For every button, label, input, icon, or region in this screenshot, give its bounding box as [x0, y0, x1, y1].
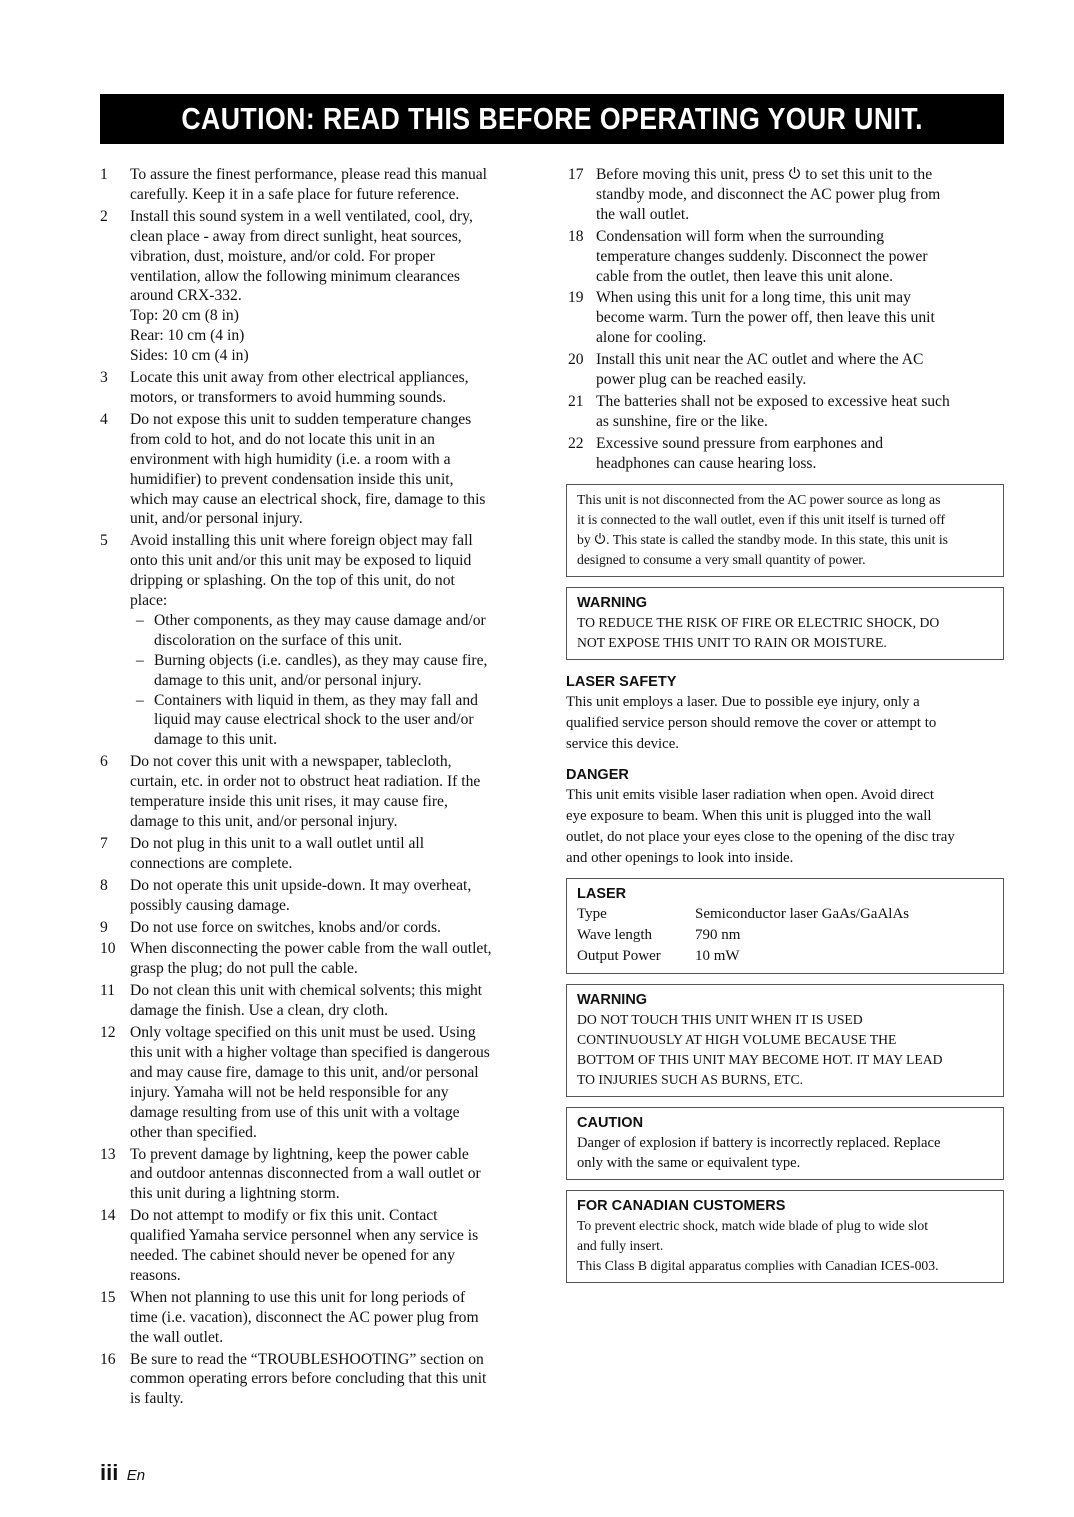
- item-text-line: this unit with a higher voltage than specified is dangerous: [130, 1043, 490, 1061]
- laser-spec-value: Semiconductor laser GaAs/GaAlAs: [695, 905, 910, 922]
- item-text-line: qualified Yamaha service personnel when any service is: [130, 1227, 479, 1245]
- warning-text-line: DO NOT TOUCH THIS UNIT WHEN IT IS USED: [577, 1011, 863, 1027]
- item-number: 6: [100, 753, 108, 771]
- item-text-line: from cold to hot, and do not locate this unit in an: [130, 430, 435, 448]
- item-number: 9: [100, 918, 108, 936]
- item-text-line: Avoid installing this unit where foreign object may fall: [130, 532, 473, 550]
- item-number: 2: [100, 207, 108, 225]
- caution-list-item: [566, 227, 1004, 287]
- item-text-line: headphones can cause hearing loss.: [596, 454, 817, 472]
- item-text-line: Do not operate this unit upside-down. It may overheat,: [130, 876, 472, 894]
- item-text-line: power plug can be reached easily.: [596, 371, 807, 389]
- danger-text-line: outlet, do not place your eyes close to the opening of the disc tray: [566, 828, 955, 845]
- caution-list-item: [100, 1145, 540, 1205]
- dash-bullet: –: [136, 651, 144, 669]
- laser-spec-value: 10 mW: [695, 947, 740, 964]
- item-text-line: the wall outlet.: [130, 1328, 224, 1346]
- caution-list-item: [100, 1023, 540, 1142]
- laser-safety-text-line: service this device.: [566, 735, 679, 752]
- standby-line: This unit is not disconnected from the AC power source as long as: [577, 491, 941, 507]
- warning-text-line: TO INJURIES SUCH AS BURNS, ETC.: [577, 1071, 804, 1087]
- item-text-line: needed. The cabinet should never be opened for any: [130, 1247, 455, 1265]
- sub-list-item: [130, 651, 540, 691]
- item-number: 22: [568, 434, 584, 452]
- laser-safety-text-line: qualified service person should remove the cover or attempt to: [566, 714, 937, 731]
- item-text-line: carefully. Keep it in a safe place for future reference.: [130, 185, 460, 203]
- item-text-line: time (i.e. vacation), disconnect the AC power plug from: [130, 1308, 479, 1326]
- item-text-line: Only voltage specified on this unit must be used. Using: [130, 1024, 476, 1042]
- laser-spec-box: [566, 878, 1004, 974]
- caution-list-item: [100, 1288, 540, 1348]
- sub-text-line: discoloration on the surface of this unit.: [154, 631, 403, 649]
- canadian-heading: FOR CANADIAN CUSTOMERS: [577, 1197, 786, 1214]
- sub-text-line: Other components, as they may cause damage and/or: [154, 611, 486, 629]
- page-footer: [100, 1460, 145, 1486]
- caution-list-item: [100, 1350, 540, 1410]
- item-text-line: When disconnecting the power cable from the wall outlet,: [130, 940, 492, 958]
- item-number: 10: [100, 940, 116, 958]
- item-text-line: Do not use force on switches, knobs and/or cords.: [130, 918, 441, 936]
- item-text-line: Condensation will form when the surrounding: [596, 227, 885, 245]
- laser-spec-value: 790 nm: [695, 926, 741, 943]
- caution-list-item: [566, 350, 1004, 390]
- item-text-line: Install this unit near the AC outlet and where the AC: [596, 351, 924, 369]
- caution-list-item: [566, 288, 1004, 348]
- standby-line: by . This state is called the standby mode. In this state, this unit is: [577, 531, 949, 547]
- item-text-line: Do not expose this unit to sudden temperature changes: [130, 410, 472, 428]
- item-text-line: temperature changes suddenly. Disconnect the power: [596, 247, 928, 265]
- item-text-line: which may cause an electrical shock, fire, damage to this: [130, 490, 486, 508]
- item-number: 18: [568, 227, 584, 245]
- caution-list-item: [100, 981, 540, 1021]
- item-text-line: Sides: 10 cm (4 in): [130, 347, 249, 365]
- item-text-line: ventilation, allow the following minimum clearances: [130, 267, 460, 285]
- item-text-line: dripping or splashing. On the top of this unit, do not: [130, 572, 455, 590]
- item-text-line: standby mode, and disconnect the AC power plug from: [596, 185, 941, 203]
- dash-bullet: –: [136, 611, 144, 629]
- warning-heading: WARNING: [577, 594, 648, 611]
- canadian-text-line: This Class B digital apparatus complies with Canadian ICES-003.: [577, 1257, 939, 1273]
- item-text-line: alone for cooling.: [596, 329, 707, 347]
- item-text-line: clean place - away from direct sunlight, heat sources,: [130, 227, 462, 245]
- item-text-line: other than specified.: [130, 1123, 257, 1141]
- item-text-line: common operating errors before concluding that this unit: [130, 1370, 487, 1388]
- power-icon: [788, 166, 801, 180]
- sub-text-line: liquid may cause electrical shock to the user and/or: [154, 711, 474, 729]
- laser-spec-label: Wave length: [577, 926, 653, 943]
- laser-spec-label: Output Power: [577, 947, 661, 964]
- item-text-line: connections are complete.: [130, 854, 293, 872]
- page-banner: [100, 94, 1004, 144]
- item-text-line: damage resulting from use of this unit with a voltage: [130, 1103, 460, 1121]
- item-number: 8: [100, 876, 108, 894]
- laser-spec-label: Type: [577, 905, 607, 922]
- item-text-line: Do not attempt to modify or fix this unit. Contact: [130, 1207, 438, 1225]
- item-number: 16: [100, 1350, 116, 1368]
- caution-text-line: Danger of explosion if battery is incorrectly replaced. Replace: [577, 1134, 941, 1151]
- warning-rain-box: [566, 587, 1004, 660]
- item-text-line: reasons.: [130, 1266, 181, 1284]
- warning-text-line: NOT EXPOSE THIS UNIT TO RAIN OR MOISTURE.: [577, 634, 887, 650]
- sub-list-item: [130, 611, 540, 651]
- danger-text-line: This unit emits visible laser radiation when open. Avoid direct: [566, 786, 934, 803]
- item-text-line: and outdoor antennas disconnected from a wall outlet or: [130, 1165, 481, 1183]
- caution-heading: CAUTION: [577, 1114, 644, 1131]
- standby-line: designed to consume a very small quantity of power.: [577, 551, 866, 567]
- item-text-line: To assure the finest performance, please read this manual: [130, 166, 487, 183]
- item-text-line: Locate this unit away from other electrical appliances,: [130, 369, 469, 387]
- item-text-line: motors, or transformers to avoid humming sounds.: [130, 388, 447, 406]
- caution-list-item: [100, 165, 540, 205]
- item-text-line: The batteries shall not be exposed to excessive heat such: [596, 392, 950, 410]
- item-text-line: vibration, dust, moisture, and/or cold. For proper: [130, 247, 435, 265]
- caution-list-item: [566, 434, 1004, 474]
- laser-heading: LASER: [577, 885, 627, 902]
- item-text-line: Be sure to read the “TROUBLESHOOTING” section on: [130, 1350, 484, 1368]
- item-text-line: damage to this unit, and/or personal injury.: [130, 813, 398, 830]
- item-number: 20: [568, 351, 584, 369]
- item-text-line: unit, and/or personal injury.: [130, 510, 303, 528]
- item-number: 13: [100, 1145, 116, 1163]
- item-number: 12: [100, 1024, 116, 1042]
- item-text-line: as sunshine, fire or the like.: [596, 412, 768, 430]
- item-number: 1: [100, 166, 108, 183]
- item-text-line: is faulty.: [130, 1390, 184, 1408]
- item-text-line: Install this sound system in a well ventilated, cool, dry,: [130, 207, 473, 225]
- caution-list-item: [100, 834, 540, 874]
- warning-text-line: TO REDUCE THE RISK OF FIRE OR ELECTRIC SHOCK, DO: [577, 614, 940, 630]
- danger-heading: DANGER: [566, 766, 629, 783]
- caution-list-item: [100, 410, 540, 529]
- sub-text-line: damage to this unit, and/or personal injury.: [154, 671, 422, 689]
- power-icon: [594, 532, 606, 545]
- item-number: 11: [100, 982, 116, 1000]
- item-text-line: place:: [130, 592, 168, 610]
- item-number: 5: [100, 532, 108, 550]
- item-text-line: injury. Yamaha will not be held responsible for any: [130, 1083, 449, 1101]
- sub-text-line: damage to this unit.: [154, 731, 277, 749]
- danger-text-line: eye exposure to beam. When this unit is plugged into the wall: [566, 807, 932, 824]
- warning-heat-box: [566, 984, 1004, 1097]
- caution-list-item: [100, 1206, 540, 1286]
- caution-list-item: [100, 918, 540, 938]
- item-text-line: Excessive sound pressure from earphones and: [596, 434, 884, 452]
- caution-list-item: [566, 165, 1004, 225]
- item-text-line: temperature inside this unit rises, it may cause fire,: [130, 793, 448, 811]
- banner-title: CAUTION: READ THIS BEFORE OPERATING YOUR UNIT.: [181, 101, 923, 136]
- item-text-line: When using this unit for a long time, this unit may: [596, 289, 911, 307]
- laser-safety-heading: LASER SAFETY: [566, 673, 677, 690]
- item-text-line: damage the finish. Use a clean, dry cloth.: [130, 1002, 389, 1020]
- warning-heading: WARNING: [577, 991, 648, 1008]
- item-text-line: humidifier) to prevent condensation inside this unit,: [130, 470, 454, 488]
- caution-battery-box: [566, 1107, 1004, 1180]
- item-text-line: onto this unit and/or this unit may be exposed to liquid: [130, 552, 472, 570]
- right-column: [566, 165, 1004, 1283]
- item-text-line: environment with high humidity (i.e. a room with a: [130, 450, 451, 468]
- caution-list-item: [100, 531, 540, 750]
- canadian-text-line: To prevent electric shock, match wide blade of plug to wide slot: [577, 1217, 929, 1233]
- item-text-line: possibly causing damage.: [130, 896, 290, 914]
- warning-text-line: CONTINUOUSLY AT HIGH VOLUME BECAUSE THE: [577, 1031, 897, 1047]
- caution-list-item: [100, 207, 540, 366]
- item-text-line: To prevent damage by lightning, keep the power cable: [130, 1145, 469, 1163]
- language-code: En: [126, 1467, 146, 1484]
- sub-text-line: Burning objects (i.e. candles), as they may cause fire,: [154, 651, 488, 669]
- canadian-text-line: and fully insert.: [577, 1237, 664, 1253]
- item-text-line: this unit during a lightning storm.: [130, 1185, 340, 1203]
- caution-list-item: [566, 392, 1004, 432]
- laser-safety-text-line: This unit employs a laser. Due to possible eye injury, only a: [566, 693, 920, 710]
- item-text-line: Top: 20 cm (8 in): [130, 307, 239, 325]
- item-text-line: Do not clean this unit with chemical solvents; this might: [130, 982, 483, 1000]
- canadian-customers-box: [566, 1190, 1004, 1283]
- item-text-line: curtain, etc. in order not to obstruct heat radiation. If the: [130, 773, 481, 791]
- sub-list-item: [130, 691, 540, 751]
- item-number: 4: [100, 410, 108, 428]
- dash-bullet: –: [136, 691, 144, 709]
- item-text-line: Do not cover this unit with a newspaper, tablecloth,: [130, 753, 452, 771]
- standby-notice-box: [566, 484, 1004, 577]
- caution-list-item: [100, 939, 540, 979]
- item-text-line: Do not plug in this unit to a wall outlet until all: [130, 834, 425, 852]
- item-number: 3: [100, 369, 108, 387]
- warning-text-line: BOTTOM OF THIS UNIT MAY BECOME HOT. IT MAY LEAD: [577, 1051, 943, 1067]
- caution-list-item: [100, 876, 540, 916]
- page-number: iii: [100, 1460, 119, 1485]
- item-number: 21: [568, 392, 584, 410]
- item-text-line: Rear: 10 cm (4 in): [130, 327, 245, 345]
- caution-list-item: [100, 752, 540, 832]
- item-text-line: grasp the plug; do not pull the cable.: [130, 960, 358, 978]
- item-number: 7: [100, 834, 108, 852]
- item-number: 14: [100, 1207, 116, 1225]
- item-text-line: cable from the outlet, then leave this unit alone.: [596, 267, 894, 285]
- item-text-line: Before moving this unit, press to set this unit to the: [596, 166, 933, 183]
- item-number: 15: [100, 1288, 116, 1306]
- item-text-line: around CRX-332.: [130, 287, 242, 305]
- item-number: 17: [568, 166, 584, 183]
- item-text-line: the wall outlet.: [596, 205, 690, 223]
- caution-text-line: only with the same or equivalent type.: [577, 1154, 801, 1171]
- left-column: [100, 165, 540, 1411]
- item-text-line: and may cause fire, damage to this unit, and/or personal: [130, 1063, 479, 1081]
- item-text-line: When not planning to use this unit for long periods of: [130, 1288, 466, 1306]
- caution-list-item: [100, 368, 540, 408]
- standby-line: it is connected to the wall outlet, even if this unit itself is turned off: [577, 511, 946, 527]
- sub-text-line: Containers with liquid in them, as they may fall and: [154, 691, 478, 709]
- item-number: 19: [568, 289, 584, 307]
- item-text-line: become warm. Turn the power off, then leave this unit: [596, 309, 935, 327]
- danger-text-line: and other openings to look into inside.: [566, 849, 794, 866]
